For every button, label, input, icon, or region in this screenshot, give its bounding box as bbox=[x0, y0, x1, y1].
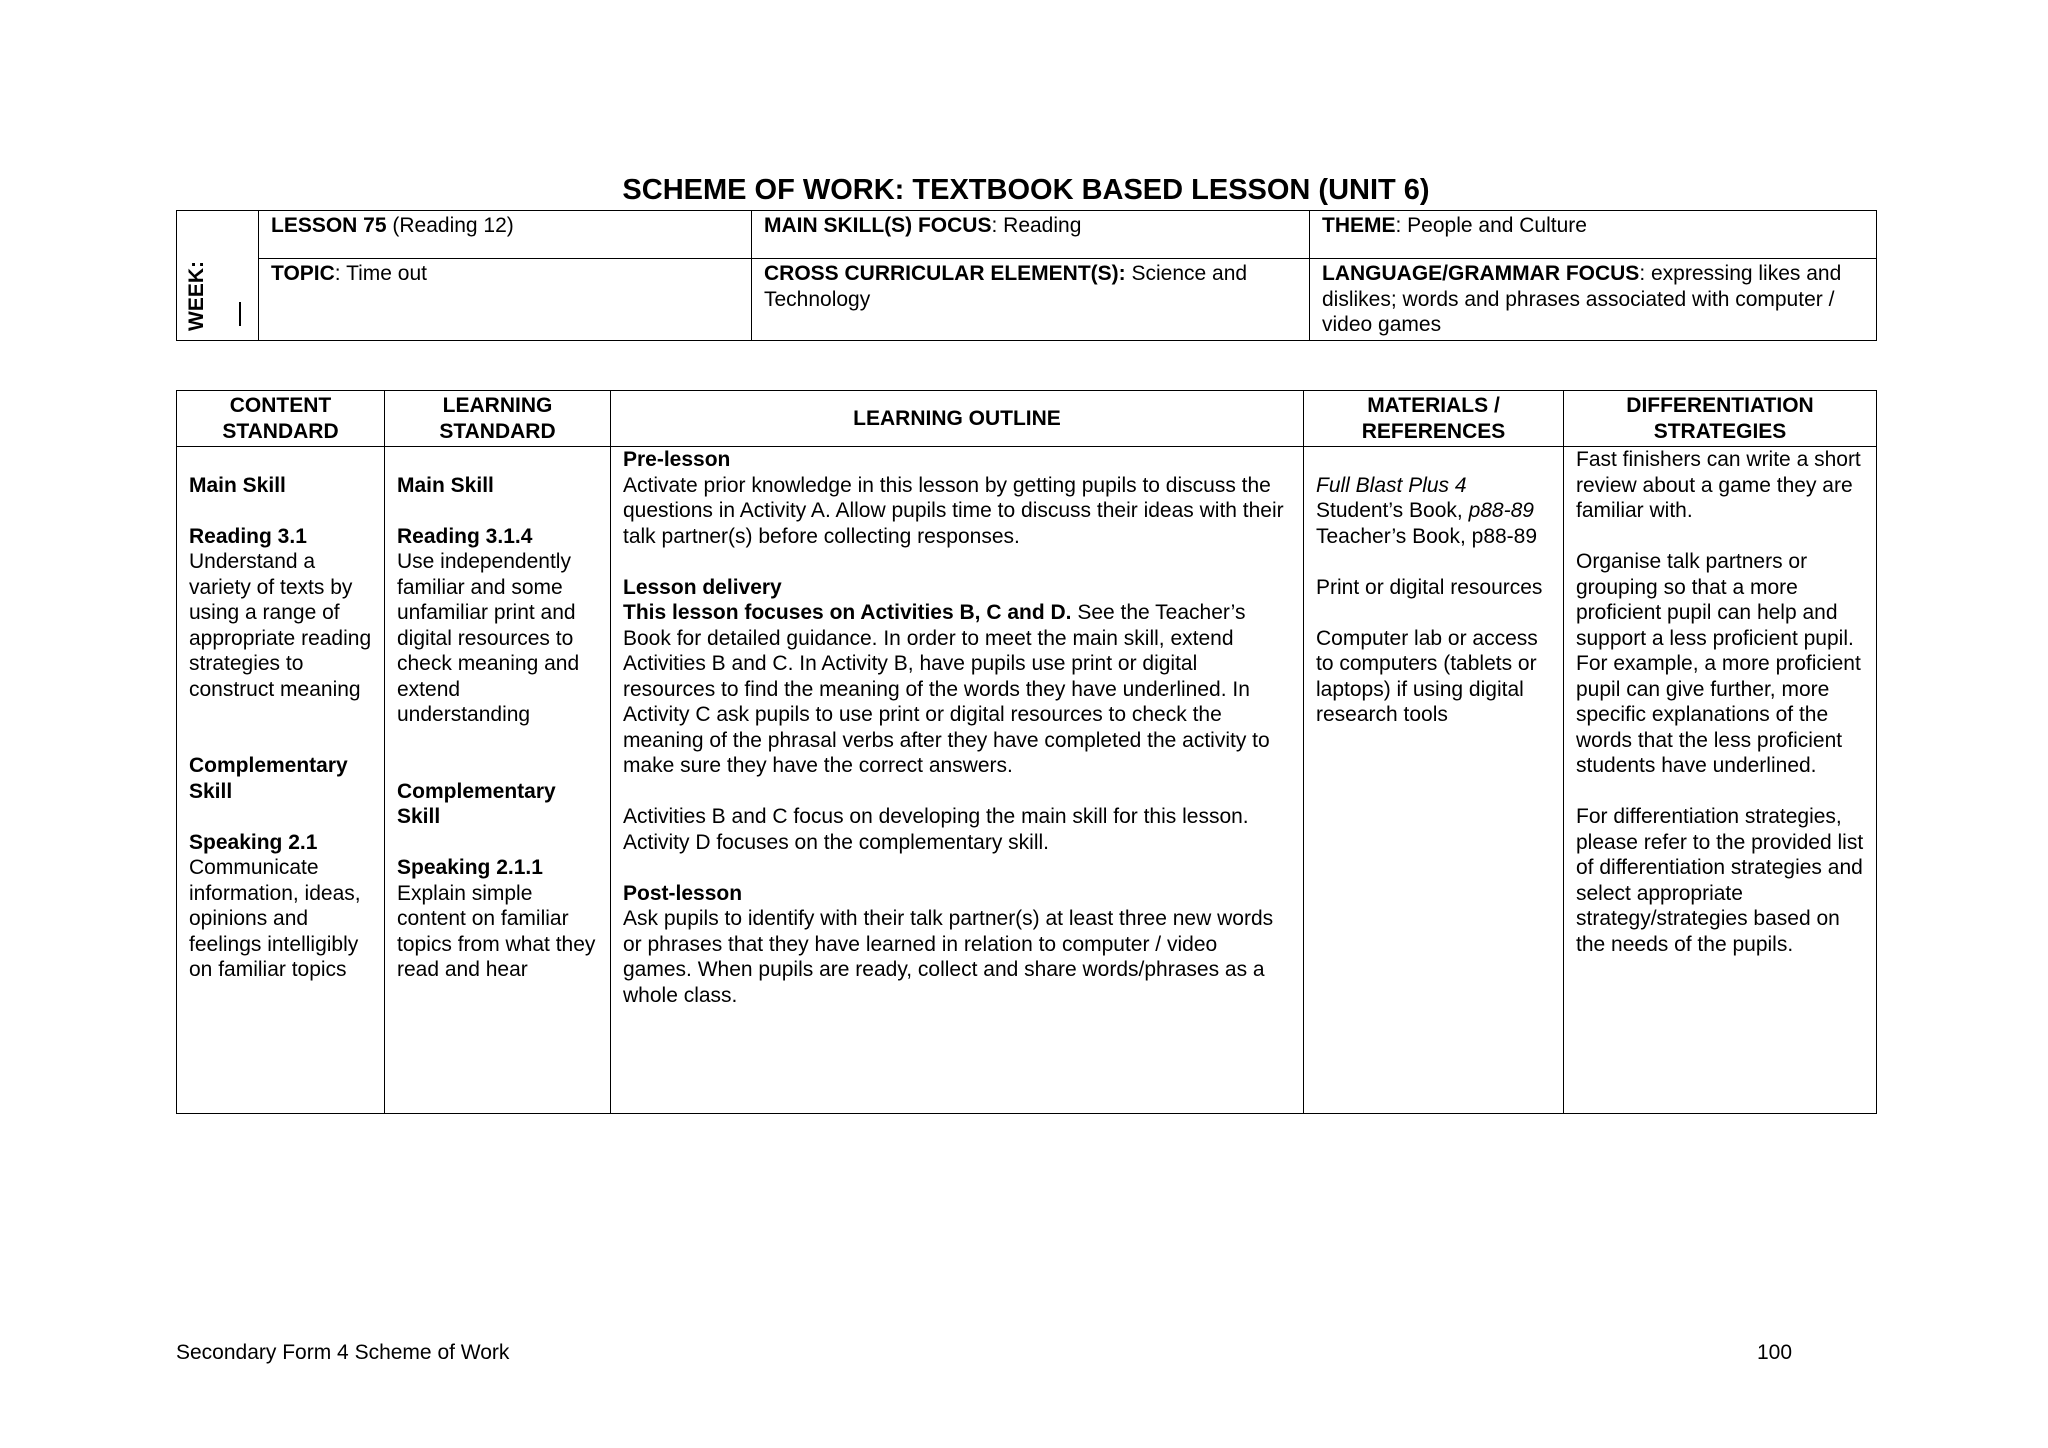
grammar-focus-value: : expressing likes and dislikes; words and phrases associated with computer / video games bbox=[1322, 262, 1842, 336]
post-lesson-heading: Post-lesson bbox=[623, 881, 743, 905]
content-standard-cell bbox=[177, 447, 385, 1114]
materials-cell bbox=[1304, 447, 1564, 1114]
grammar-focus-label: LANGUAGE/GRAMMAR FOCUS bbox=[1322, 262, 1640, 285]
ls-main-skill: Main Skill bbox=[397, 473, 494, 497]
ls-complementary-skill: Complementary Skill bbox=[397, 779, 556, 828]
header-content-standard: CONTENT STANDARD bbox=[177, 391, 385, 447]
students-book-pages: p88-89 bbox=[1468, 499, 1534, 522]
lesson-delivery-body: See the Teacher’s Book for detailed guidance. In order to meet the main skill, extend Activities B and C. In Activity B, have pupils use print or digital resources to find the meaning of the words they have underlined. In Activity C ask pupils to use print or digital resources to check the meaning of the phrasal verbs after they have completed the activity to make sure they have the correct answers. bbox=[623, 601, 1270, 777]
cs-speaking-code: Speaking 2.1 bbox=[189, 830, 318, 854]
ls-speaking-text: Explain simple content on familiar topics from what they read and hear bbox=[397, 881, 596, 981]
footer-document-title: Secondary Form 4 Scheme of Work bbox=[176, 1341, 510, 1364]
ls-reading-text: Use independently familiar and some unfamiliar print and digital resources to check meaning and extend understanding bbox=[397, 550, 580, 726]
lesson-value: (Reading 12) bbox=[386, 214, 514, 237]
theme-cell bbox=[1310, 211, 1877, 259]
header-learning-outline: LEARNING OUTLINE bbox=[611, 391, 1304, 447]
header-learning-standard: LEARNING STANDARD bbox=[385, 391, 611, 447]
pre-lesson-heading: Pre-lesson bbox=[623, 448, 731, 471]
cs-reading-text: Understand a variety of texts by using a range of appropriate reading strategies to construct meaning bbox=[189, 550, 372, 701]
lesson-plan-table bbox=[176, 390, 1877, 1114]
activities-focus-text: Activities B and C focus on developing the main skill for this lesson. Activity D focuses on the complementary skill. bbox=[623, 805, 1249, 854]
header-differentiation: DIFFERENTIATION STRATEGIES bbox=[1564, 391, 1877, 447]
cs-reading-code: Reading 3.1 bbox=[189, 524, 307, 548]
lesson-delivery-heading: Lesson delivery bbox=[623, 575, 782, 599]
week-label: WEEK: bbox=[185, 261, 208, 331]
topic-value: : Time out bbox=[334, 262, 427, 285]
cross-curricular-value: Science and Technology bbox=[764, 262, 1248, 311]
week-cell bbox=[177, 211, 259, 341]
fast-finishers-text: Fast finishers can write a short review about a game they are familiar with. bbox=[1576, 448, 1861, 522]
lesson-label: LESSON 75 bbox=[271, 214, 387, 237]
cross-curricular-cell bbox=[752, 259, 1310, 341]
teachers-book: Teacher’s Book, p88-89 bbox=[1316, 524, 1538, 548]
ls-reading-code: Reading 3.1.4 bbox=[397, 524, 533, 548]
organise-partners-text: Organise talk partners or grouping so that a more proficient pupil can help and support a less proficient pupil. For example, a more proficient pupil can give further, more specific explanations of the words that the less proficient students have underlined. bbox=[1576, 550, 1861, 777]
main-skill-value: : Reading bbox=[991, 214, 1082, 237]
textbook-title: Full Blast Plus 4 bbox=[1316, 473, 1467, 497]
theme-value: : People and Culture bbox=[1395, 214, 1587, 237]
page-title: SCHEME OF WORK: TEXTBOOK BASED LESSON (UNIT 6) bbox=[622, 174, 1430, 206]
lesson-cell bbox=[259, 211, 752, 259]
print-digital-resources: Print or digital resources bbox=[1316, 575, 1543, 599]
cs-main-skill: Main Skill bbox=[189, 473, 286, 497]
grammar-focus-cell bbox=[1310, 259, 1877, 341]
main-skill-cell bbox=[752, 211, 1310, 259]
ls-speaking-code: Speaking 2.1.1 bbox=[397, 856, 543, 879]
topic-cell bbox=[259, 259, 752, 341]
learning-outline-cell bbox=[611, 447, 1304, 1114]
lesson-delivery-focus: This lesson focuses on Activities B, C and D. bbox=[623, 601, 1072, 624]
computer-lab-access: Computer lab or access to computers (tablets or laptops) if using digital research tools bbox=[1316, 626, 1538, 726]
students-book-label: Student’s Book, bbox=[1316, 499, 1469, 522]
lesson-header-table bbox=[176, 210, 1877, 341]
learning-standard-cell bbox=[385, 447, 611, 1114]
cs-complementary-skill: Complementary Skill bbox=[189, 754, 348, 803]
post-lesson-text: Ask pupils to identify with their talk partner(s) at least three new words or phrases that they have learned in relation to computer / video games. When pupils are ready, collect and share words/phrases as a whole class. bbox=[623, 907, 1274, 1007]
week-value-line bbox=[239, 302, 241, 326]
cross-curricular-label: CROSS CURRICULAR ELEMENT(S): bbox=[764, 262, 1126, 285]
theme-label: THEME bbox=[1322, 214, 1396, 237]
lesson-delivery-text bbox=[623, 600, 1291, 779]
differentiation-cell bbox=[1564, 447, 1877, 1114]
header-materials: MATERIALS / REFERENCES bbox=[1304, 391, 1564, 447]
page-number: 100 bbox=[1757, 1341, 1793, 1364]
students-book bbox=[1316, 498, 1551, 524]
cs-speaking-text: Communicate information, ideas, opinions and feelings intelligibly on familiar topics bbox=[189, 856, 361, 981]
refer-strategies-text: For differentiation strategies, please refer to the provided list of differentiation strategies and select appropriate strategy/strategies based on the needs of the pupils. bbox=[1576, 805, 1864, 956]
main-skill-label: MAIN SKILL(S) FOCUS bbox=[764, 214, 992, 237]
topic-label: TOPIC bbox=[271, 262, 335, 285]
pre-lesson-text: Activate prior knowledge in this lesson by getting pupils to discuss the questions in Activity A. Allow pupils time to discuss their ideas with their talk partner(s) before collecting responses. bbox=[623, 473, 1284, 548]
